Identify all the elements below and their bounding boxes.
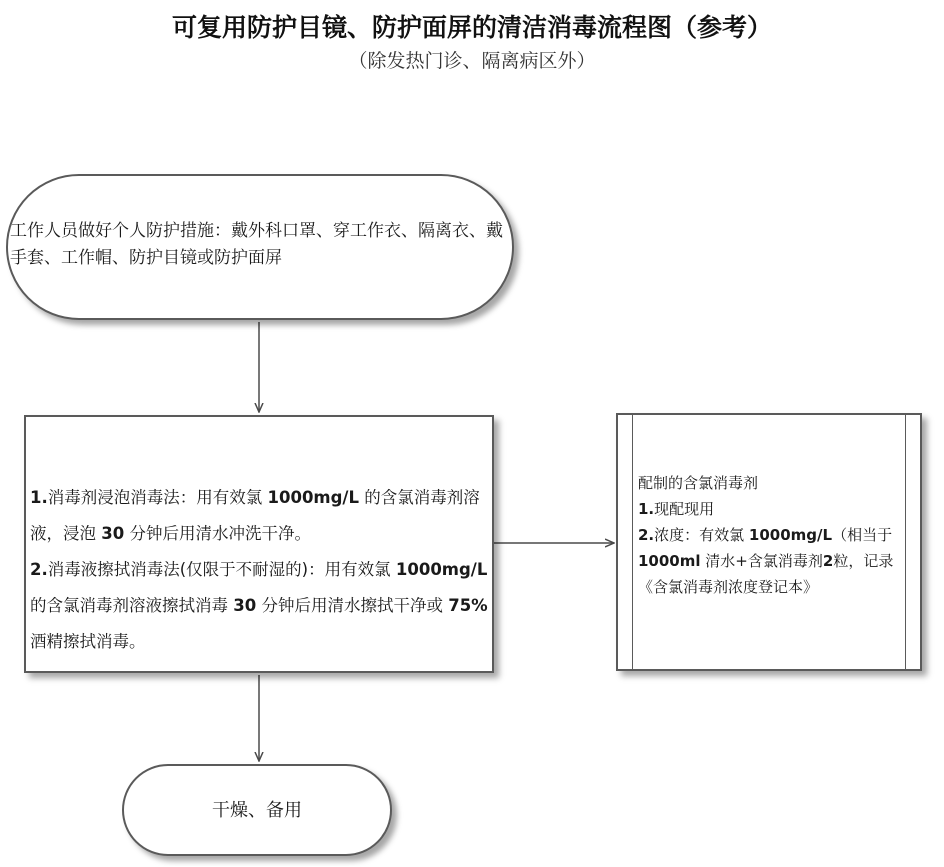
prep-node-text — [638, 470, 918, 600]
end-node-text: 干燥、备用 — [212, 800, 302, 821]
diagram-title: 可复用防护目镜、防护面屏的清洁消毒流程图（参考） — [171, 13, 772, 42]
prep-item-1: 1.现配现用 — [638, 500, 715, 518]
method-item-1: 1.消毒剂浸泡消毒法：用有效氯 1000mg/L 的含氯消毒剂溶液，浸泡 30 分钟后用清水冲洗干净。 — [30, 488, 480, 543]
method-item-2: 2.消毒液擦拭消毒法(仅限于不耐湿的)：用有效氯 1000mg/L 的含氯消毒剂溶液擦拭消毒 30 分钟后用清水擦拭干净或 75%酒精擦拭消毒。 — [30, 560, 488, 651]
diagram-subtitle: （除发热门诊、隔离病区外） — [348, 50, 596, 72]
prep-heading: 配制的含氯消毒剂 — [638, 474, 759, 492]
methods-node-text — [30, 480, 490, 660]
prep-item-2: 2.浓度：有效氯 1000mg/L（相当于1000ml 清水+含氯消毒剂2粒，记录《含氯消毒剂浓度登记本》 — [638, 526, 894, 596]
start-node-text: 工作人员做好个人防护措施：戴外科口罩、穿工作衣、隔离衣、戴手套、工作帽、防护目镜或防护面屏 — [10, 221, 503, 268]
